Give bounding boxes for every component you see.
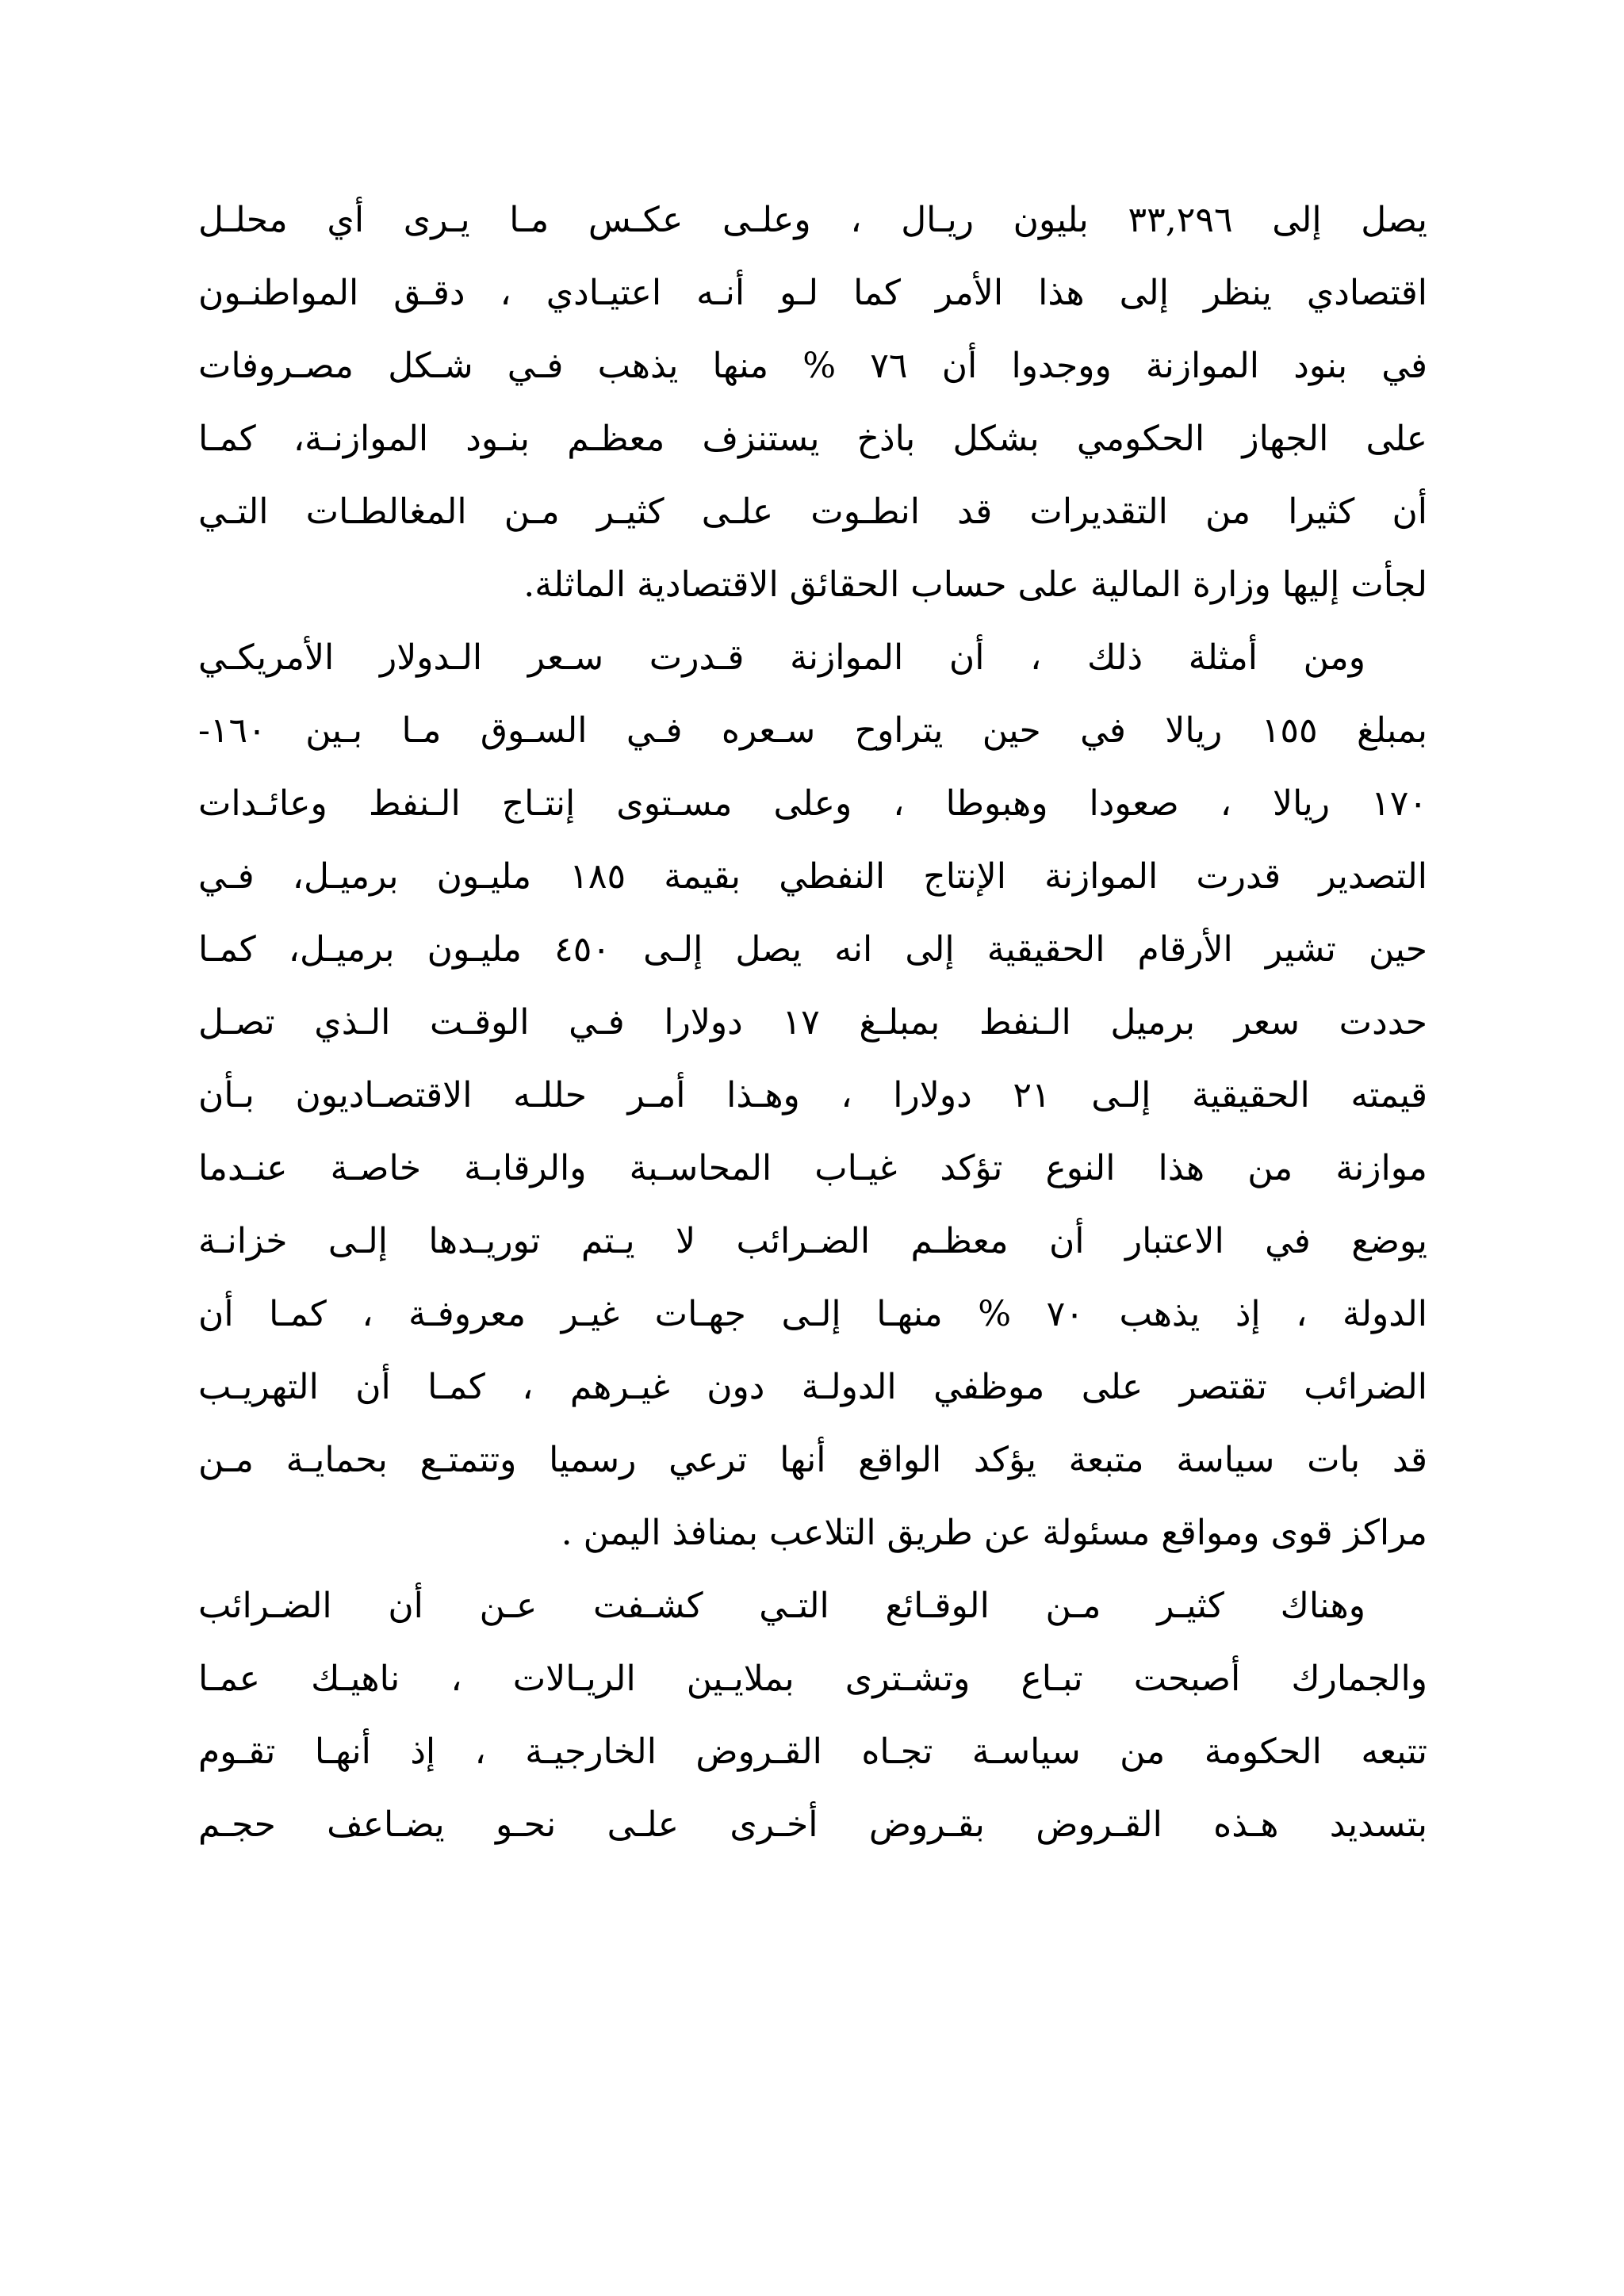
text-line-4: على الجهاز الحكومي بشكل باذخ يستنزف معظـم بنـود الموازنـة، كمـا: [198, 419, 1427, 459]
document-body: [198, 184, 1427, 1862]
text-line-17: الضرائب تقتصر على موظفي الدولـة دون غيـرهم ، كمـا أن التهريـب: [198, 1367, 1427, 1407]
text-line-20: وهناك كثيـر مـن الوقـائع التـي كشـفت عـن أن الضـرائب: [198, 1586, 1365, 1626]
text-line-18: قد بات سياسة متبعة يؤكد الواقع أنها ترعي رسميا وتتمتـع بحمايـة مـن: [198, 1440, 1427, 1480]
text-line-6: لجأت إليها وزارة المالية على حساب الحقائق الاقتصادية الماثلة.: [523, 564, 1427, 605]
text-line-10: التصدير قدرت الموازنة الإنتاج النفطي بقيمة ١٨٥ مليـون برميـل، فـي: [198, 856, 1427, 897]
text-line-7: ومن أمثلة ذلك ، أن الموازنة قـدرت سـعر الـدولار الأمريكـي: [198, 637, 1365, 678]
text-line-3: في بنود الموازنة ووجدوا أن ٧٦ % منها يذهب فـي شـكل مصـروفات: [198, 346, 1427, 386]
text-line-13: قيمته الحقيقية إلـى ٢١ دولارا ، وهـذا أمـر حللـه الاقتصـاديون بـأن: [198, 1075, 1427, 1115]
text-line-1: يصل إلى ٣٣,٢٩٦ بليون ريـال ، وعلـى عكـس مـا يـرى أي محلـل: [198, 200, 1427, 240]
text-line-22: تتبعه الحكومة من سياسـة تجـاه القـروض الخارجيـة ، إذ أنهـا تقـوم: [198, 1732, 1427, 1772]
text-line-15: يوضع في الاعتبار أن معظـم الضـرائب لا يـتم توريـدها إلـى خزانـة: [198, 1221, 1427, 1261]
text-line-21: والجمارك أصبحت تبـاع وتشـترى بملايـين الريـالات ، ناهيـك عمـا: [198, 1659, 1427, 1699]
text-line-12: حددت سعر برميل الـنفط بمبلـغ ١٧ دولارا فـي الوقـت الـذي تصـل: [198, 1002, 1427, 1043]
text-line-14: موازنة من هذا النوع تؤكد غيـاب المحاسـبة والرقابـة خاصـة عنـدما: [198, 1148, 1427, 1188]
text-line-8: بمبلغ ١٥٥ ريالا في حين يتراوح سـعره فـي السـوق مـا بـين ١٦٠-: [198, 710, 1427, 751]
text-line-9: ١٧٠ ريالا ، صعودا وهبوطا ، وعلى مسـتوى إنتـاج الـنفط وعائـدات: [198, 783, 1427, 824]
text-line-23: بتسديد هـذه القـروض بقـروض أخـرى علـى نحـو يضـاعف حجـم: [198, 1804, 1427, 1845]
text-line-19: مراكز قوى ومواقع مسئولة عن طريق التلاعب بمنافذ اليمن .: [561, 1513, 1427, 1553]
text-line-2: اقتصادي ينظر إلى هذا الأمر كما لـو أنـه اعتيـادي ، دقـق المواطنـون: [198, 273, 1427, 313]
text-line-11: حين تشير الأرقام الحقيقية إلى انه يصل إلـى ٤٥٠ مليـون برميـل، كمـا: [198, 929, 1427, 970]
text-line-16: الدولة ، إذ يذهب ٧٠ % منهـا إلـى جهـات غيـر معروفـة ، كمـا أن: [198, 1294, 1428, 1334]
text-line-5: أن كثيرا من التقديرات قد انطـوت علـى كثيـر مـن المغالطـات التـي: [198, 492, 1427, 532]
